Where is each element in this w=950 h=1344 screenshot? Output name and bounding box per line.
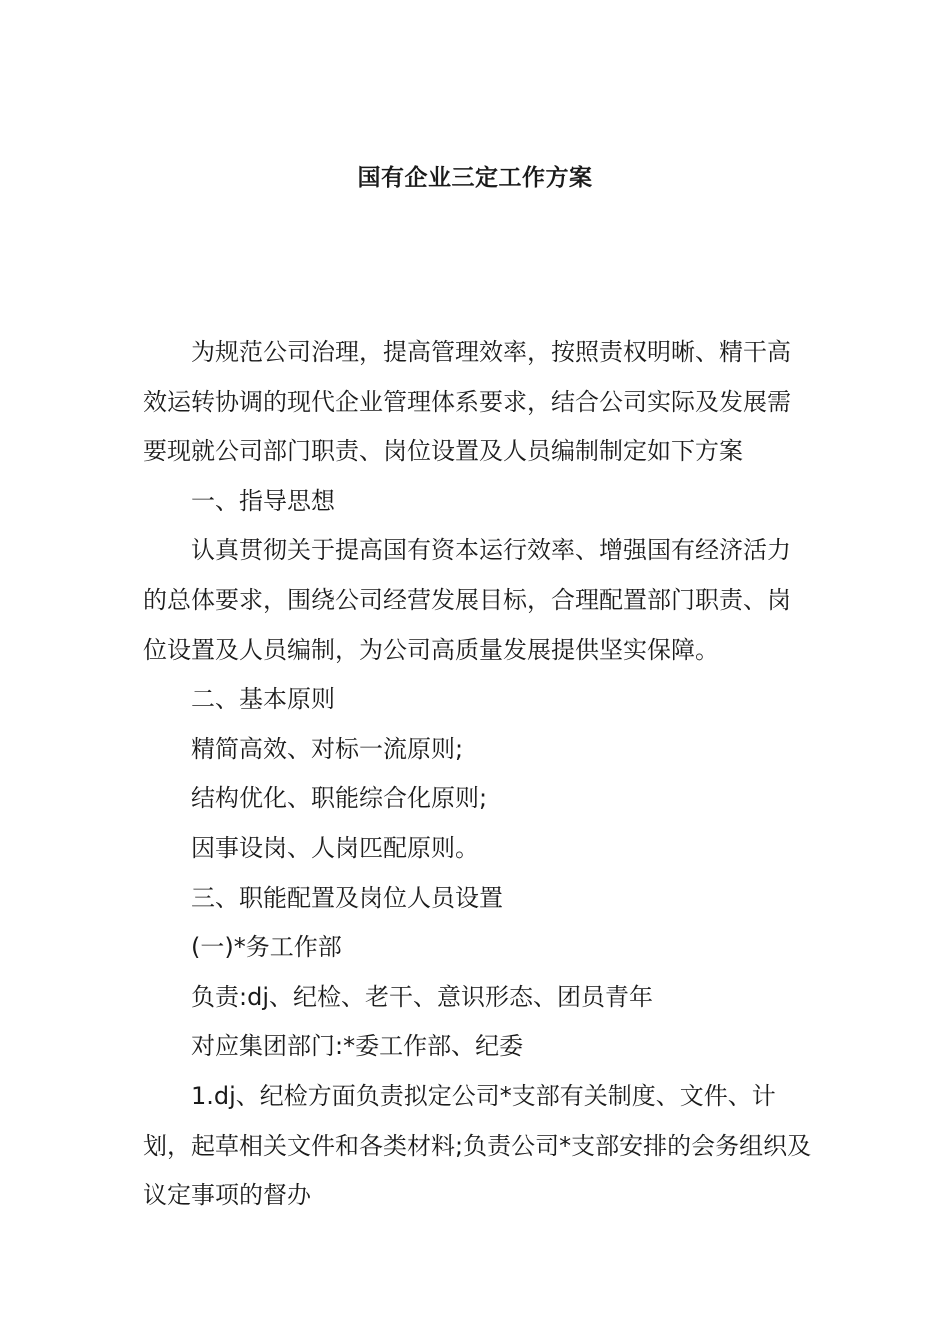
- section-heading-function-allocation: 三、职能配置及岗位人员设置: [191, 883, 503, 912]
- numbered-item-paragraph: 1.dj、纪检方面负责拟定公司*支部有关制度、文件、计划，起草相关文件和各类材料;负责公司*支部安排的会务组织及议定事项的督办: [143, 1081, 812, 1210]
- intro-paragraph: 为规范公司治理，提高管理效率，按照责权明晰、精干高效运转协调的现代企业管理体系要求，结合公司实际及发展需要现就公司部门职责、岗位设置及人员编制制定如下方案: [143, 338, 791, 466]
- section-heading-guiding-thought: 一、指导思想: [191, 486, 335, 515]
- responsibility-line: 负责:dj、纪检、老干、意识形态、团员青年: [191, 982, 653, 1011]
- document-title: 国有企业三定工作方案: [357, 165, 593, 191]
- corresponding-department-line: 对应集团部门:*委工作部、纪委: [191, 1032, 524, 1061]
- guiding-thought-paragraph: 认真贯彻关于提高国有资本运行效率、增强国有经济活力的总体要求，围绕公司经营发展目标，合理配置部门职责、岗位设置及人员编制，为公司高质量发展提供坚实保障。: [143, 536, 791, 664]
- section-heading-basic-principles: 二、基本原则: [191, 685, 335, 714]
- principle-item: 结构优化、职能综合化原则;: [191, 784, 488, 813]
- subsection-heading-department: (一)*务工作部: [191, 933, 342, 962]
- document-body: [143, 328, 813, 1221]
- principle-item: 因事设岗、人岗匹配原则。: [191, 833, 479, 862]
- principle-item: 精简高效、对标一流原则;: [191, 734, 464, 763]
